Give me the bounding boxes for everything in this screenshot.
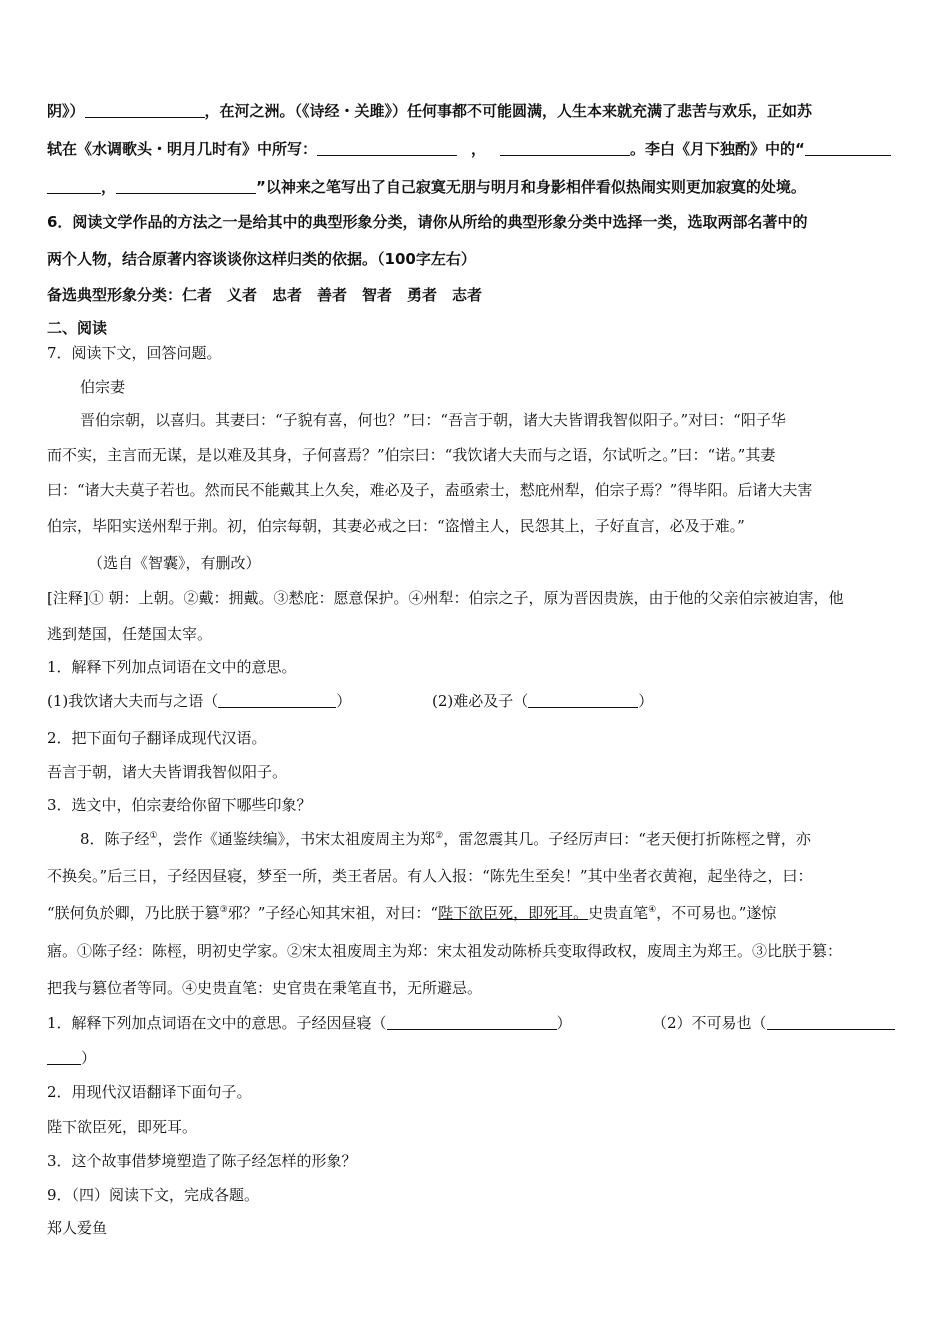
answer-blank[interactable] (805, 139, 891, 156)
sub-question: 2．用现代汉语翻译下面句子。 (47, 1083, 252, 1101)
passage-title: 郑人爱鱼 (47, 1219, 108, 1237)
text-line: 阴》） ，在河之洲。（《诗经・关雎》）任何事都不可能圆满，人生本来就充满了悲苦与欢乐，正如苏 (47, 102, 813, 120)
sub-question-blanks: (2)难必及子（ ） (432, 692, 654, 710)
sub-question: 2．把下面句子翻译成现代汉语。 (47, 729, 267, 747)
text-line: 轼在《水调歌头・明月几时有》中所写： ， 。李白《月下独酌》中的“ (47, 138, 891, 160)
sub-question: 1．解释下列加点词语在文中的意思。 (47, 658, 297, 676)
answer-blank[interactable] (47, 1048, 81, 1065)
question-7-intro: 7．阅读下文，回答问题。 (47, 344, 222, 362)
passage-source: （选自《智囊》，有删改） (88, 554, 261, 572)
sub-question: 3．选文中，伯宗妻给你留下哪些印象？ (47, 796, 312, 814)
sub-question-blanks: 1．解释下列加点词语在文中的意思。子经因昼寝（ ） (47, 1014, 572, 1032)
question-6-line: 两个人物，结合原著内容谈谈你这样归类的依据。（100字左右） (47, 250, 476, 268)
note-line: [注释]① 朝：上朝。②戴：拥戴。③慭庇：愿意保护。④州犁：伯宗之子，原为晋因贵族，由于他的父亲伯宗被迫害，他 (47, 589, 844, 607)
answer-blank[interactable] (317, 139, 457, 156)
question-9-intro: 9．（四）阅读下文，完成各题。 (47, 1186, 260, 1204)
answer-blank[interactable] (528, 691, 638, 708)
passage-line: 晋伯宗朝，以喜归。其妻曰：“子貌有喜，何也？”曰：“吾言于朝，诸大夫皆谓我智似阳子。”对曰：“阳子华 (80, 411, 786, 429)
passage-title: 伯宗妻 (80, 378, 126, 396)
answer-blank[interactable] (47, 177, 101, 194)
sub-question-blanks: （2）不可易也（ (652, 1012, 895, 1034)
question-6-options: 备选典型形象分类：仁者 义者 忠者 善者 智者 勇者 志者 (47, 286, 483, 304)
underlined-sentence: 陛下欲臣死，即死耳。 (438, 904, 589, 922)
passage-line: 寤。①陈子经：陈桱，明初史学家。②宋太祖废周主为郑：宋太祖发动陈桥兵变取得政权，废周主为郑王。③比朕于篡： (47, 942, 843, 960)
passage-line: 而不实，主言而无谋，是以难及其身，子何喜焉？”伯宗曰：“我饮诸大夫而与之语，尔试听之。”曰：“诺。”其妻 (47, 446, 776, 464)
text-line: ， ”以神来之笔写出了自己寂寞无朋与明月和身影相伴看似热闹实则更加寂寞的处境。 (47, 176, 806, 198)
answer-blank[interactable] (116, 177, 256, 194)
passage-line: 8．陈子经①，尝作《通鉴续编》，书宋太祖废周主为郑②，雷忽震其几。子经厉声曰：“老天便打折陈桱之臂，亦 (80, 830, 811, 848)
section-heading: 二、阅读 (47, 319, 108, 337)
sub-question-text: 陛下欲臣死，即死耳。 (47, 1118, 198, 1136)
answer-blank[interactable] (500, 139, 630, 156)
sub-question: 3．这个故事借梦境塑造了陈子经怎样的形象？ (47, 1152, 357, 1170)
answer-blank[interactable] (218, 691, 336, 708)
sub-question-blanks: ） (47, 1047, 96, 1069)
passage-line: 伯宗，毕阳实送州犁于荆。初，伯宗每朝，其妻必戒之曰：“盗憎主人，民怨其上，子好直言，必及于难。” (47, 517, 745, 535)
answer-blank[interactable] (85, 101, 205, 118)
passage-line: 不换矣。”后三日，子经因昼寝，梦至一所，类王者居。有人入报：“陈先生至矣！”其中坐者衣黄袍，起坐待之，曰： (47, 867, 813, 885)
passage-line: “朕何负於卿，乃比朕于篡③邪？”子经心知其宋祖，对曰：“陛下欲臣死，即死耳。史贵直笔④，不可易也。”遂惊 (47, 904, 777, 922)
passage-line: 把我与篡位者等同。④史贵直笔：史官贵在秉笔直书，无所避忌。 (47, 979, 483, 997)
note-line: 逃到楚国，任楚国太宰。 (47, 625, 213, 643)
sub-question-text: 吾言于朝，诸大夫皆谓我智似阳子。 (47, 763, 288, 781)
passage-line: 曰：“诸大夫莫子若也。然而民不能戴其上久矣，难必及子，盍亟索士，慭庇州犁，伯宗子焉？”得毕阳。后诸大夫害 (47, 481, 813, 499)
sub-question-blanks: (1)我饮诸大夫而与之语（ ） (47, 692, 352, 710)
answer-blank[interactable] (387, 1013, 557, 1030)
answer-blank[interactable] (767, 1013, 895, 1030)
question-6-line: 6．阅读文学作品的方法之一是给其中的典型形象分类，请你从所给的典型形象分类中选择一类，选取两部名著中的 (47, 213, 808, 231)
